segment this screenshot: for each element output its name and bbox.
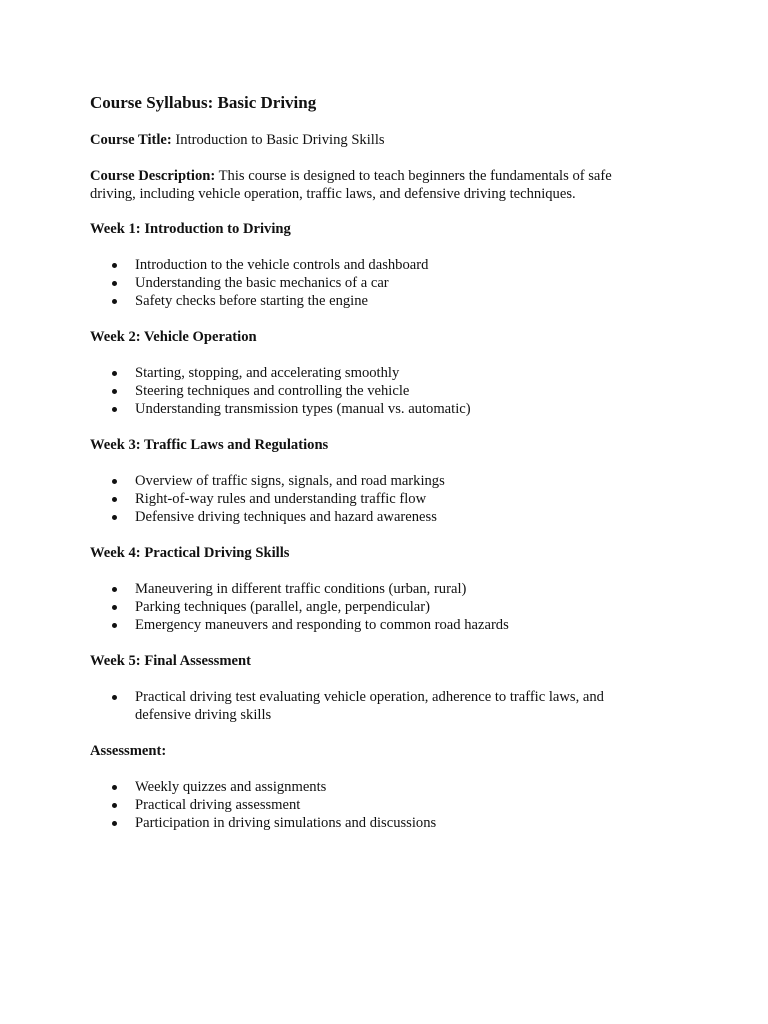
bullet-icon	[112, 587, 117, 592]
list-item	[90, 814, 648, 832]
bullet-icon	[112, 623, 117, 628]
list-item-text: Emergency maneuvers and responding to common road hazards	[135, 617, 509, 633]
list-item	[90, 364, 648, 382]
list-item	[90, 688, 648, 724]
week-2-heading: Week 2: Vehicle Operation	[90, 329, 257, 345]
document-title: Course Syllabus: Basic Driving	[90, 93, 317, 112]
list-item-text: Safety checks before starting the engine	[135, 293, 369, 309]
list-item-text: Practical driving test evaluating vehicle operation, adherence to traffic laws, and defensive driving skills	[135, 689, 604, 723]
bullet-icon	[112, 263, 117, 268]
bullet-icon	[112, 407, 117, 412]
course-description	[90, 167, 648, 203]
bullet-icon	[112, 389, 117, 394]
list-item	[90, 274, 648, 292]
course-title-value: Introduction to Basic Driving Skills	[175, 132, 385, 148]
list-item-text: Understanding the basic mechanics of a car	[135, 275, 389, 291]
bullet-icon	[112, 803, 117, 808]
list-item	[90, 616, 648, 634]
list-item-text: Overview of traffic signs, signals, and road markings	[135, 473, 445, 489]
week-1-section	[90, 220, 648, 310]
list-item	[90, 598, 648, 616]
bullet-icon	[112, 479, 117, 484]
week-5-section	[90, 652, 648, 724]
week-4-list	[90, 580, 648, 634]
list-item	[90, 382, 648, 400]
list-item-text: Understanding transmission types (manual vs. automatic)	[135, 401, 471, 417]
bullet-icon	[112, 281, 117, 286]
week-5-list	[90, 688, 648, 724]
week-1-heading: Week 1: Introduction to Driving	[90, 221, 291, 237]
list-item	[90, 580, 648, 598]
list-item	[90, 778, 648, 796]
bullet-icon	[112, 695, 117, 700]
list-item-text: Defensive driving techniques and hazard awareness	[135, 509, 437, 525]
week-3-section	[90, 436, 648, 526]
week-3-list	[90, 472, 648, 526]
list-item-text: Parking techniques (parallel, angle, perpendicular)	[135, 599, 430, 615]
list-item-text: Maneuvering in different traffic conditions (urban, rural)	[135, 581, 467, 597]
list-item-text: Right-of-way rules and understanding traffic flow	[135, 491, 427, 507]
list-item-text: Participation in driving simulations and discussions	[135, 815, 437, 831]
bullet-icon	[112, 371, 117, 376]
week-2-list	[90, 364, 648, 418]
bullet-icon	[112, 299, 117, 304]
bullet-icon	[112, 785, 117, 790]
week-4-heading: Week 4: Practical Driving Skills	[90, 545, 290, 561]
bullet-icon	[112, 605, 117, 610]
list-item	[90, 796, 648, 814]
course-description-label: Course Description:	[90, 168, 216, 184]
list-item	[90, 400, 648, 418]
week-3-heading: Week 3: Traffic Laws and Regulations	[90, 437, 329, 453]
assessment-list	[90, 778, 648, 832]
list-item-text: Weekly quizzes and assignments	[135, 779, 327, 795]
assessment-heading: Assessment:	[90, 743, 167, 759]
list-item-text: Introduction to the vehicle controls and dashboard	[135, 257, 429, 273]
list-item-text: Steering techniques and controlling the vehicle	[135, 383, 410, 399]
bullet-icon	[112, 497, 117, 502]
list-item	[90, 472, 648, 490]
course-title-line	[90, 131, 648, 149]
week-5-heading: Week 5: Final Assessment	[90, 653, 251, 669]
bullet-icon	[112, 515, 117, 520]
list-item	[90, 490, 648, 508]
list-item	[90, 508, 648, 526]
assessment-section	[90, 742, 648, 832]
week-1-list	[90, 256, 648, 310]
list-item	[90, 256, 648, 274]
course-description-value: This course is designed to teach beginners the fundamentals of safe driving, including vehicle operation, traffic laws, and defensive driving techniques.	[90, 168, 612, 202]
list-item-text: Practical driving assessment	[135, 797, 301, 813]
bullet-icon	[112, 821, 117, 826]
list-item	[90, 292, 648, 310]
list-item-text: Starting, stopping, and accelerating smoothly	[135, 365, 400, 381]
week-4-section	[90, 544, 648, 634]
course-title-label: Course Title:	[90, 132, 172, 148]
week-2-section	[90, 328, 648, 418]
